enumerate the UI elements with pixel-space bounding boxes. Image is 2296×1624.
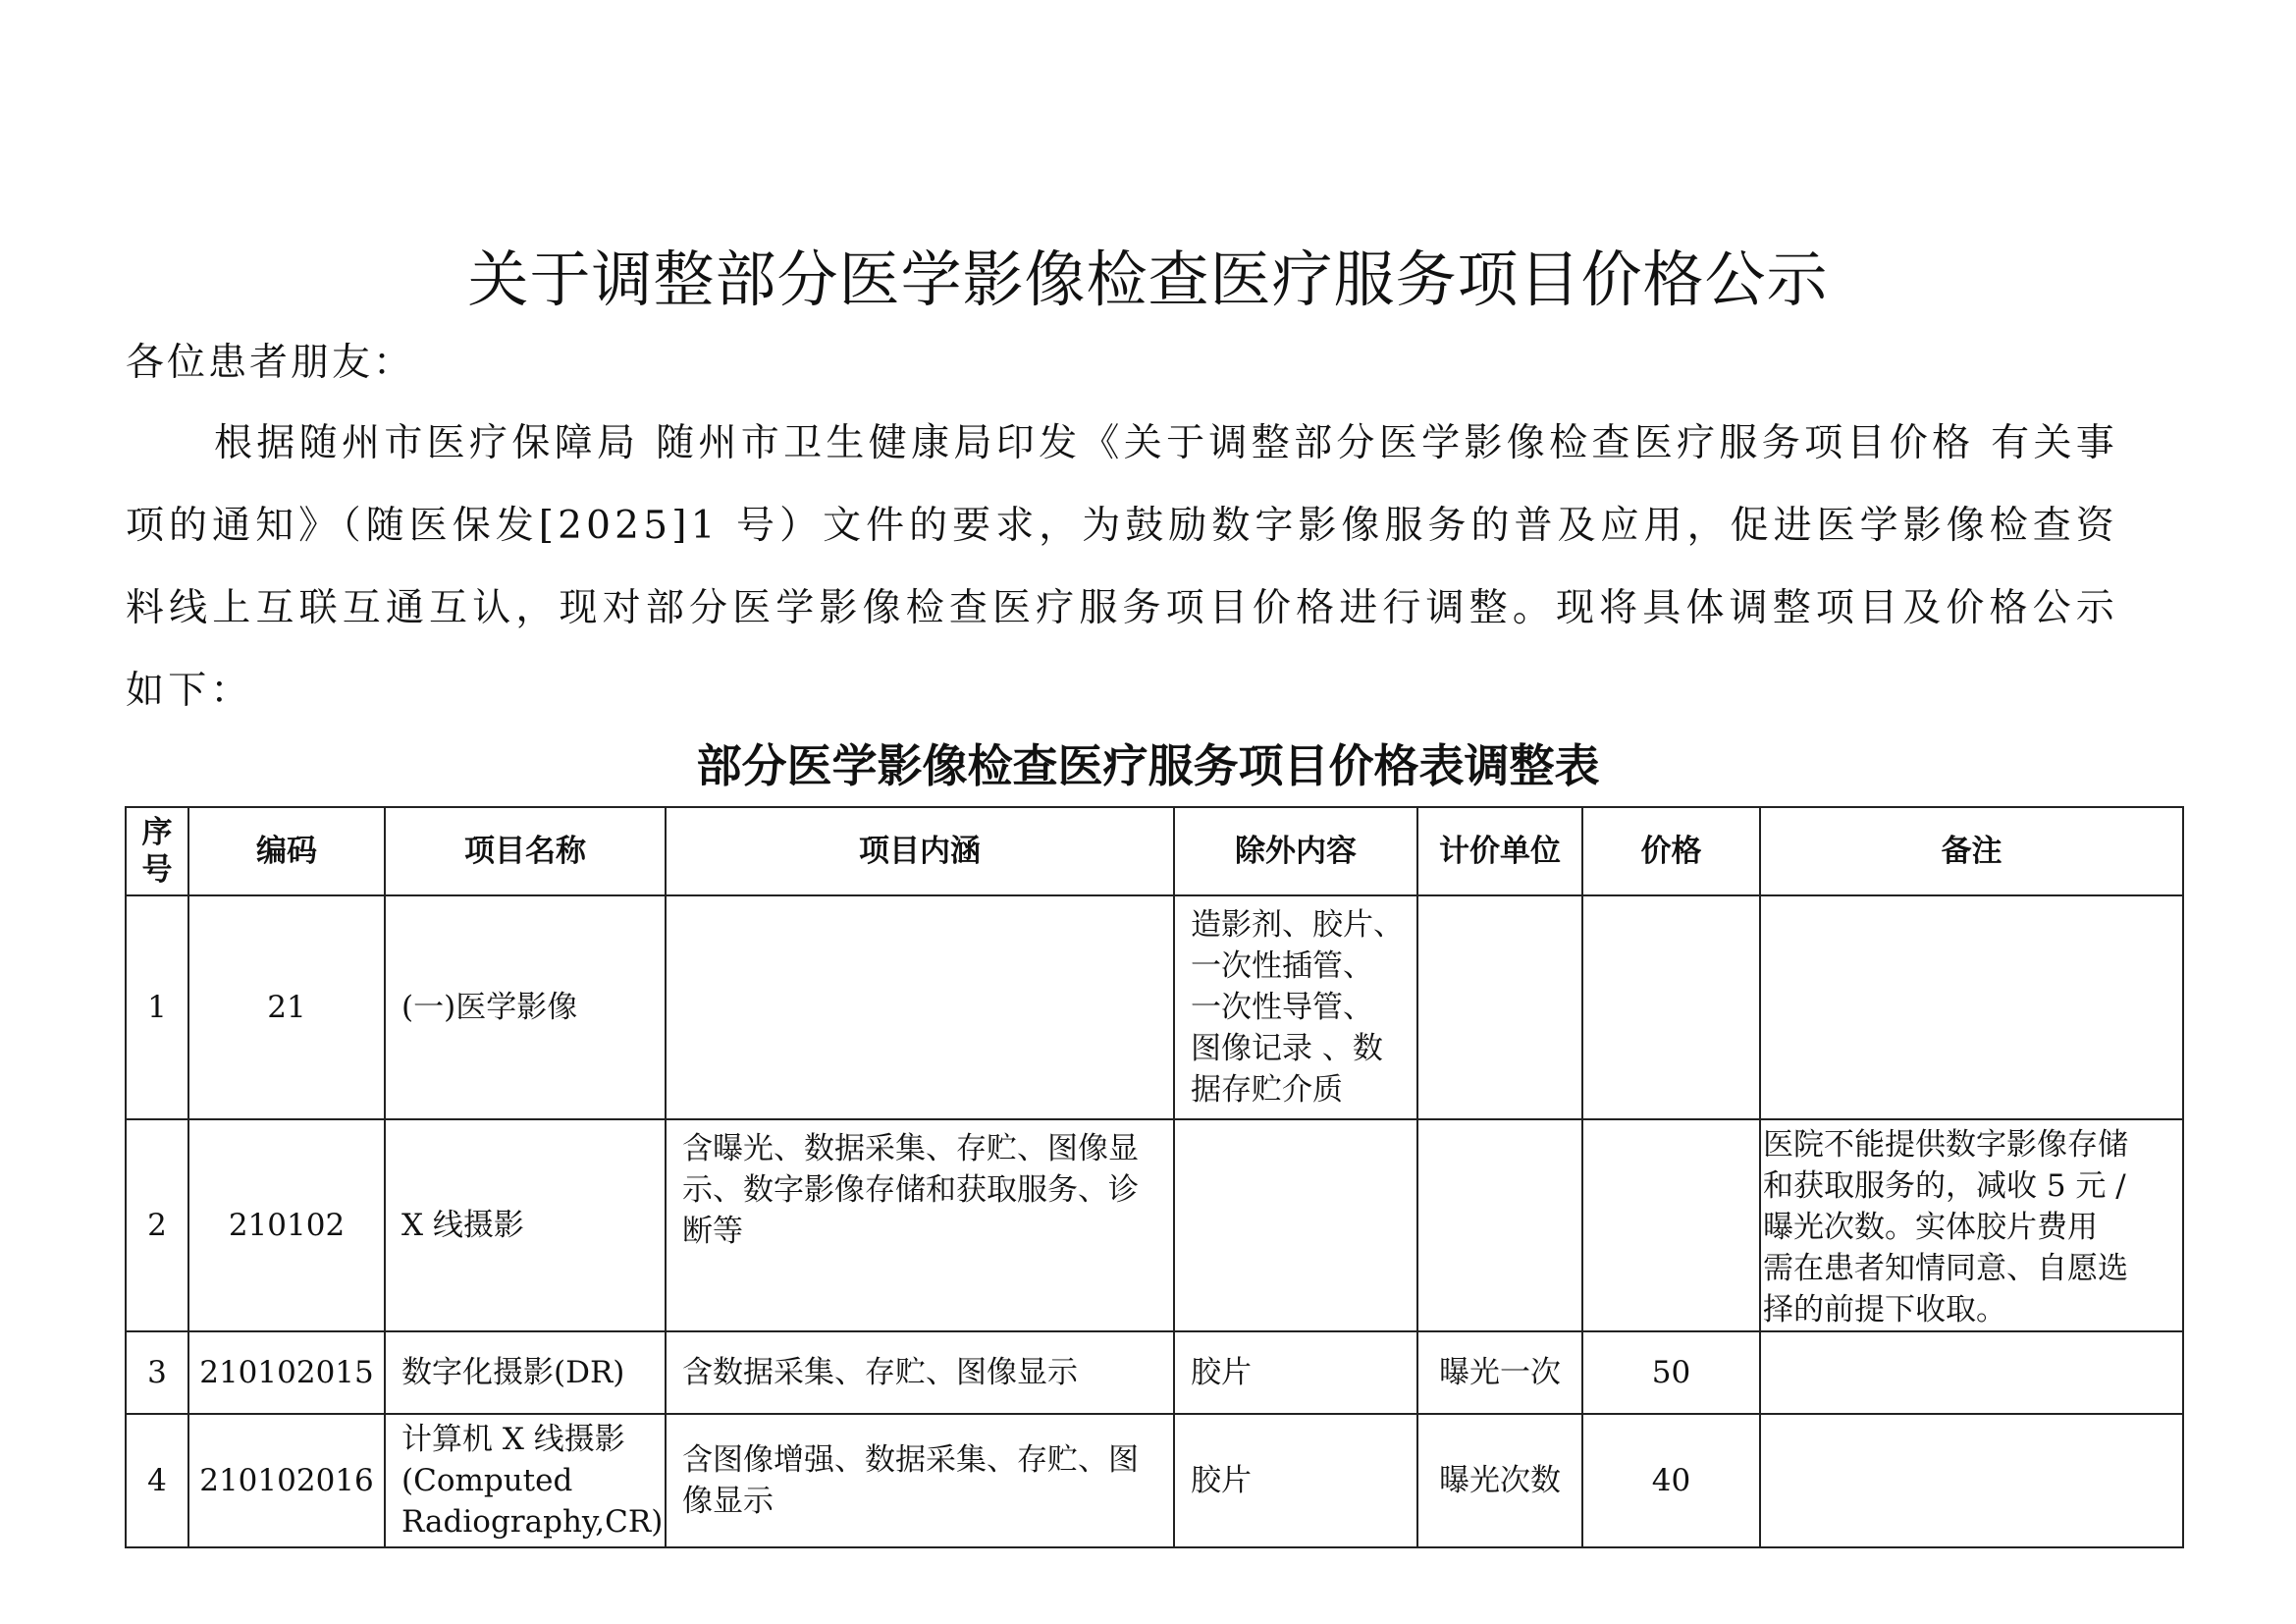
price-adjustment-table [125, 806, 2184, 1548]
cell-unit [1417, 895, 1582, 1119]
cell-name: X 线摄影 [385, 1119, 666, 1331]
header-price: 价格 [1582, 807, 1760, 895]
notice-paragraph: 根据随州市医疗保障局 随州市卫生健康局印发《关于调整部分医学影像检查医疗服务项目价格 有关事项的通知》（随医保发[2025]1 号）文件的要求，为鼓励数字影像服务的普及应用，促进医学影像检查资料线上互联互通互认，现对部分医学影像检查医疗服务项目价格进行调整。现将具体调整项目及价格公示如下： [126, 421, 2118, 713]
cell-seq: 2 [126, 1119, 188, 1331]
header-name: 项目名称 [385, 807, 666, 895]
cell-price: 40 [1582, 1414, 1760, 1547]
document-title: 关于调整部分医学影像检查医疗服务项目价格公示 [467, 244, 1829, 315]
cell-exclusions: 造影剂、胶片、 一次性插管、 一次性导管、 图像记录 、数 据存贮介质 [1174, 895, 1417, 1119]
cell-content: 含图像增强、数据采集、存贮、图 像显示 [666, 1414, 1174, 1547]
cell-seq: 4 [126, 1414, 188, 1547]
cell-name: (一)医学影像 [385, 895, 666, 1119]
header-exclusions: 除外内容 [1174, 807, 1417, 895]
cell-unit: 曝光次数 [1417, 1414, 1582, 1547]
cell-code: 210102016 [188, 1414, 385, 1547]
cell-unit: 曝光一次 [1417, 1331, 1582, 1414]
cell-exclusions: 胶片 [1174, 1414, 1417, 1547]
cell-remark [1760, 895, 2183, 1119]
cell-name: 计算机 X 线摄影 (Computed Radiography,CR) [385, 1414, 666, 1547]
cell-content [666, 895, 1174, 1119]
cell-code: 21 [188, 895, 385, 1119]
cell-remark [1760, 1331, 2183, 1414]
cell-content: 含曝光、数据采集、存贮、图像显 示、数字影像存储和获取服务、诊 断等 [666, 1119, 1174, 1331]
cell-code: 210102015 [188, 1331, 385, 1414]
cell-code: 210102 [188, 1119, 385, 1331]
cell-exclusions: 胶片 [1174, 1331, 1417, 1414]
cell-price [1582, 1119, 1760, 1331]
cell-remark: 医院不能提供数字影像存储 和获取服务的，减收 5 元 / 曝光次数。实体胶片费用 需在患者知情同意、自愿选 择的前提下收取。 [1760, 1119, 2183, 1331]
table-row [126, 1119, 2183, 1331]
cell-seq: 3 [126, 1331, 188, 1414]
table-row [126, 1331, 2183, 1414]
cell-exclusions [1174, 1119, 1417, 1331]
cell-remark [1760, 1414, 2183, 1547]
header-seq: 序 号 [126, 807, 188, 895]
greeting: 各位患者朋友： [126, 341, 415, 385]
table-row [126, 895, 2183, 1119]
cell-unit [1417, 1119, 1582, 1331]
table-title: 部分医学影像检查医疗服务项目价格表调整表 [696, 739, 1600, 792]
cell-content: 含数据采集、存贮、图像显示 [666, 1331, 1174, 1414]
header-remark: 备注 [1760, 807, 2183, 895]
cell-price [1582, 895, 1760, 1119]
table-row [126, 1414, 2183, 1547]
header-content: 项目内涵 [666, 807, 1174, 895]
cell-name: 数字化摄影(DR) [385, 1331, 666, 1414]
cell-seq: 1 [126, 895, 188, 1119]
header-unit: 计价单位 [1417, 807, 1582, 895]
header-code: 编码 [188, 807, 385, 895]
cell-price: 50 [1582, 1331, 1760, 1414]
table-header-row [126, 807, 2183, 895]
